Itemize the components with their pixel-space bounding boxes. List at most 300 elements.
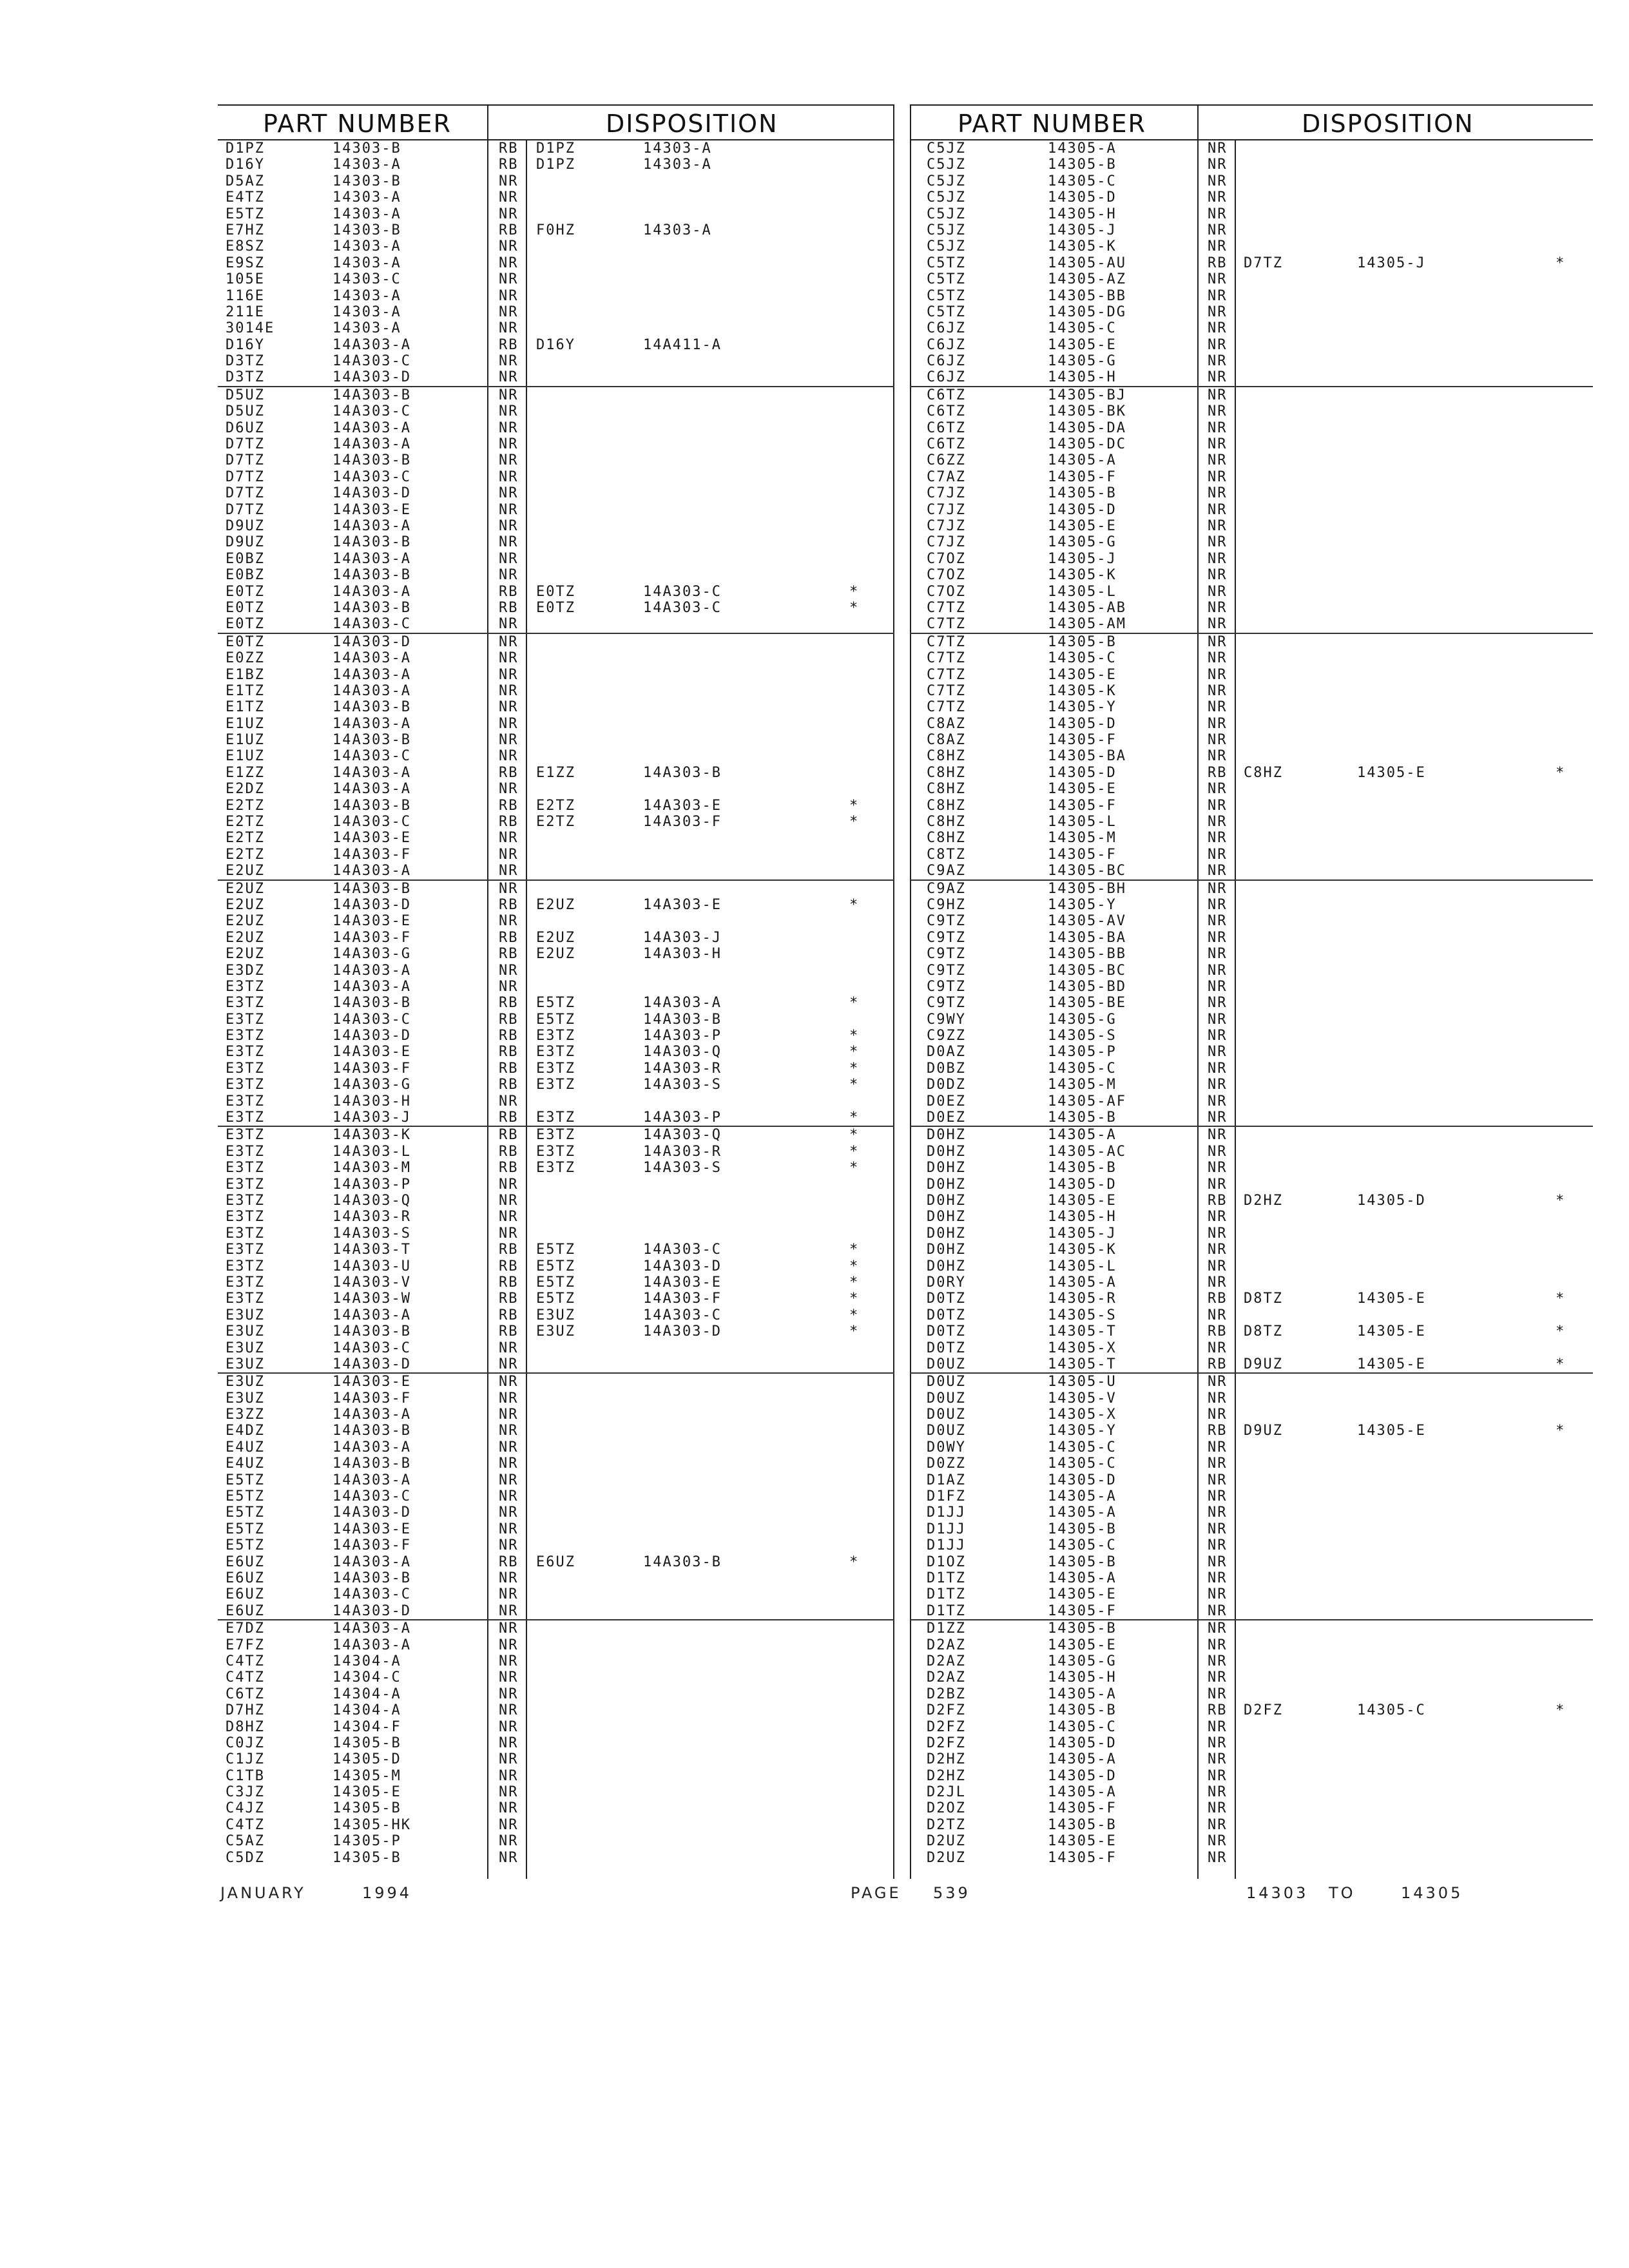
disposition-code: NR	[1208, 682, 1228, 699]
table-row	[910, 814, 1593, 830]
disposition-code: NR	[1208, 814, 1228, 831]
table-row	[910, 173, 1593, 189]
part-number-base: 14305-BC	[1048, 962, 1126, 979]
part-number-prefix: D0HZ	[927, 1258, 966, 1274]
part-number-base: 14A303-S	[333, 1225, 411, 1242]
table-row	[218, 1193, 894, 1209]
part-number-prefix: D2UZ	[927, 1849, 966, 1866]
replacement-number: 14A303-D	[643, 1258, 722, 1274]
part-number-base: 14A303-D	[333, 896, 411, 913]
disposition-code: NR	[1208, 666, 1228, 683]
part-number-prefix: D16Y	[226, 157, 265, 173]
part-number-prefix: C8HZ	[927, 748, 966, 765]
part-number-prefix: C4TZ	[226, 1816, 265, 1833]
disposition-code: NR	[1208, 1077, 1228, 1093]
asterisk-marker: *	[849, 1060, 860, 1077]
table-row	[218, 1209, 894, 1225]
part-number-prefix: E2UZ	[226, 896, 265, 913]
replacement-prefix: E3TZ	[536, 1110, 575, 1126]
replacement-prefix: E5TZ	[536, 1274, 575, 1291]
replacement-prefix: E3TZ	[536, 1060, 575, 1077]
table-row	[910, 1439, 1593, 1456]
table-row	[910, 963, 1593, 979]
disposition-code: NR	[499, 1340, 519, 1356]
replacement-prefix: C8HZ	[1244, 764, 1283, 781]
part-number-base: 14305-M	[1048, 1077, 1117, 1093]
asterisk-marker: *	[1556, 1323, 1566, 1340]
part-number-base: 14305-B	[333, 1800, 401, 1817]
part-number-base: 14305-C	[1048, 320, 1117, 337]
part-number-prefix: E7FZ	[226, 1637, 265, 1653]
asterisk-marker: *	[849, 1323, 860, 1340]
table-row	[910, 1160, 1593, 1176]
part-number-base: 14305-B	[1048, 157, 1117, 173]
part-number-prefix: C6JZ	[927, 369, 966, 386]
disposition-code: NR	[1208, 468, 1228, 485]
disposition-code: NR	[499, 419, 519, 436]
part-number-base: 14A303-Q	[333, 1193, 411, 1209]
part-number-base: 14305-X	[1048, 1407, 1117, 1423]
replacement-number: 14A303-A	[643, 995, 722, 1012]
table-row	[910, 1702, 1593, 1718]
table-row	[910, 1784, 1593, 1800]
part-number-prefix: E4UZ	[226, 1439, 265, 1456]
part-number-base: 14A303-F	[333, 929, 411, 946]
table-row	[910, 157, 1593, 173]
replacement-number: 14305-E	[1357, 1423, 1426, 1439]
table-row	[218, 1833, 894, 1849]
part-number-prefix: D3TZ	[226, 369, 265, 386]
part-number-prefix: D2FZ	[927, 1735, 966, 1751]
part-number-prefix: D0BZ	[927, 1060, 966, 1077]
part-number-prefix: E0ZZ	[226, 650, 265, 667]
replacement-prefix: F0HZ	[536, 222, 575, 238]
disposition-code: NR	[499, 238, 519, 255]
replacement-number: 14A303-C	[643, 1307, 722, 1323]
table-row	[910, 863, 1593, 879]
part-number-base: 14305-E	[1048, 1586, 1117, 1603]
table-row	[910, 485, 1593, 501]
part-number-prefix: D7TZ	[226, 436, 265, 453]
part-number-prefix: D2UZ	[927, 1833, 966, 1850]
table-row	[218, 600, 894, 616]
part-number-base: 14A303-E	[333, 1044, 411, 1061]
table-row	[910, 616, 1593, 632]
replacement-number: 14A303-F	[643, 1291, 722, 1307]
table-row	[910, 1833, 1593, 1849]
table-row	[218, 897, 894, 913]
disposition-code: NR	[499, 830, 519, 847]
table-row	[218, 140, 894, 157]
disposition-code: NR	[499, 715, 519, 732]
replacement-number: 14305-J	[1357, 255, 1426, 271]
table-row	[218, 1126, 894, 1143]
disposition-code: NR	[1208, 238, 1228, 255]
table-row	[218, 699, 894, 715]
part-number-base: 14305-E	[1048, 1833, 1117, 1850]
disposition-code: NR	[499, 501, 519, 518]
disposition-code: NR	[499, 1586, 519, 1603]
table-row	[218, 304, 894, 320]
table-row	[218, 683, 894, 699]
part-number-base: 14304-C	[333, 1669, 401, 1686]
disposition-code: NR	[1208, 962, 1228, 979]
part-number-prefix: D9UZ	[226, 517, 265, 534]
part-number-prefix: D0HZ	[927, 1143, 966, 1160]
table-row	[218, 502, 894, 518]
part-number-base: 14305-D	[1048, 1767, 1117, 1784]
part-number-base: 14304-F	[333, 1718, 401, 1735]
right-table	[910, 104, 1593, 1879]
part-number-prefix: D7TZ	[226, 485, 265, 502]
part-number-prefix: D1PZ	[226, 140, 265, 157]
disposition-code: NR	[1208, 403, 1228, 420]
table-row	[910, 189, 1593, 206]
disposition-code: NR	[499, 1439, 519, 1456]
table-row	[910, 1177, 1593, 1193]
part-number-prefix: E2TZ	[226, 797, 265, 814]
table-row	[910, 337, 1593, 353]
disposition-code: NR	[1208, 913, 1228, 930]
asterisk-marker: *	[849, 1143, 860, 1160]
replacement-prefix: E5TZ	[536, 1258, 575, 1274]
disposition-code: NR	[499, 1225, 519, 1242]
part-number-prefix: C5JZ	[927, 189, 966, 206]
replacement-prefix: E3UZ	[536, 1307, 575, 1323]
part-number-prefix: E2TZ	[226, 830, 265, 847]
replacement-number: 14A303-B	[643, 1553, 722, 1570]
part-number-base: 14305-K	[1048, 682, 1117, 699]
part-number-prefix: D7TZ	[226, 468, 265, 485]
part-number-prefix: D0HZ	[927, 1225, 966, 1242]
table-row	[910, 699, 1593, 715]
disposition-code: NR	[499, 880, 519, 897]
asterisk-marker: *	[849, 814, 860, 831]
part-number-prefix: C7JZ	[927, 517, 966, 534]
disposition-code: RB	[499, 896, 519, 913]
table-row	[218, 386, 894, 403]
part-number-base: 14305-B	[1048, 1702, 1117, 1719]
disposition-code: NR	[1208, 1488, 1228, 1505]
table-row	[910, 897, 1593, 913]
part-number-base: 14A303-A	[333, 666, 411, 683]
part-number-prefix: 211E	[226, 303, 265, 320]
part-number-prefix: E4TZ	[226, 189, 265, 206]
disposition-code: RB	[499, 946, 519, 963]
table-row	[910, 1126, 1593, 1143]
footer-page-number: 539	[933, 1884, 970, 1902]
part-number-prefix: D0HZ	[927, 1193, 966, 1209]
part-number-base: 14A303-A	[333, 517, 411, 534]
part-number-prefix: C5JZ	[927, 173, 966, 189]
disposition-code: NR	[499, 452, 519, 469]
part-number-prefix: C8TZ	[927, 846, 966, 863]
part-number-prefix: C9AZ	[927, 863, 966, 879]
disposition-code: NR	[1208, 781, 1228, 798]
disposition-code: NR	[499, 1669, 519, 1686]
table-row	[218, 1735, 894, 1751]
part-number-prefix: E3UZ	[226, 1323, 265, 1340]
asterisk-marker: *	[849, 995, 860, 1012]
table-row	[218, 1800, 894, 1816]
part-number-base: 14305-F	[1048, 797, 1117, 814]
table-row	[910, 1423, 1593, 1439]
part-number-prefix: C6TZ	[927, 387, 966, 403]
part-number-prefix: D2AZ	[927, 1637, 966, 1653]
table-row	[218, 320, 894, 336]
table-row	[910, 518, 1593, 534]
part-number-prefix: E3TZ	[226, 1193, 265, 1209]
part-number-prefix: E3TZ	[226, 1077, 265, 1093]
part-number-base: 14A303-C	[333, 1488, 411, 1505]
table-row	[910, 1144, 1593, 1160]
table-row	[218, 830, 894, 846]
disposition-code: NR	[1208, 1735, 1228, 1751]
table-row	[218, 1456, 894, 1472]
part-number-base: 14305-DG	[1048, 303, 1126, 320]
part-number-prefix: E0TZ	[226, 633, 265, 650]
part-number-base: 14305-BC	[1048, 863, 1126, 879]
asterisk-marker: *	[849, 896, 860, 913]
disposition-code: NR	[499, 1735, 519, 1751]
part-number-prefix: C5TZ	[927, 255, 966, 271]
part-number-base: 14A303-C	[333, 616, 411, 633]
table-row	[218, 1340, 894, 1356]
table-row	[910, 140, 1593, 157]
part-number-prefix: D1JJ	[927, 1521, 966, 1537]
replacement-number: 14305-E	[1357, 1291, 1426, 1307]
disposition-code: NR	[1208, 222, 1228, 238]
table-row	[910, 403, 1593, 419]
replacement-number: 14305-E	[1357, 1356, 1426, 1372]
part-number-base: 14A303-G	[333, 946, 411, 963]
part-number-prefix: C7AZ	[927, 468, 966, 485]
disposition-code: NR	[1208, 1242, 1228, 1258]
part-number-base: 14A303-B	[333, 1570, 411, 1586]
part-number-base: 14305-C	[1048, 1456, 1117, 1472]
part-number-prefix: D0UZ	[927, 1407, 966, 1423]
table-row	[910, 1586, 1593, 1602]
replacement-number: 14A303-C	[643, 583, 722, 600]
part-number-base: 14305-E	[1048, 1193, 1117, 1209]
disposition-code: NR	[499, 633, 519, 650]
part-number-base: 14305-L	[1048, 583, 1117, 600]
part-number-base: 14305-BA	[1048, 748, 1126, 765]
part-number-base: 14303-A	[333, 303, 401, 320]
right-rows	[910, 140, 1593, 1866]
disposition-code: NR	[499, 1488, 519, 1505]
part-number-base: 14305-S	[1048, 1028, 1117, 1044]
table-row	[218, 1521, 894, 1537]
disposition-code: RB	[1208, 1423, 1228, 1439]
disposition-code: NR	[499, 468, 519, 485]
part-number-prefix: E3TZ	[226, 1274, 265, 1291]
table-row	[218, 667, 894, 683]
part-number-prefix: E5TZ	[226, 1488, 265, 1505]
part-number-base: 14304-A	[333, 1653, 401, 1669]
disposition-code: NR	[499, 781, 519, 798]
disposition-code: NR	[499, 1407, 519, 1423]
table-row	[910, 1537, 1593, 1553]
part-number-base: 14303-A	[333, 157, 401, 173]
table-row	[910, 1735, 1593, 1751]
table-row	[218, 1488, 894, 1504]
part-number-base: 14A303-A	[333, 1637, 411, 1653]
left-part-number-header: PART NUMBER	[263, 110, 452, 138]
disposition-code: NR	[499, 863, 519, 879]
part-number-prefix: D0TZ	[927, 1307, 966, 1323]
replacement-number: 14A303-Q	[643, 1127, 722, 1144]
disposition-code: NR	[1208, 1751, 1228, 1768]
table-row	[218, 1177, 894, 1193]
part-number-prefix: D0UZ	[927, 1356, 966, 1372]
table-row	[218, 584, 894, 600]
replacement-prefix: E0TZ	[536, 583, 575, 600]
disposition-code: NR	[1208, 929, 1228, 946]
disposition-code: NR	[1208, 1307, 1228, 1323]
asterisk-marker: *	[849, 1258, 860, 1274]
table-row	[218, 189, 894, 206]
part-number-base: 14305-G	[1048, 353, 1117, 370]
part-number-prefix: E3UZ	[226, 1390, 265, 1407]
disposition-code: RB	[499, 1143, 519, 1160]
table-row	[218, 1323, 894, 1340]
part-number-base: 14305-B	[1048, 1160, 1117, 1177]
part-number-prefix: C7TZ	[927, 650, 966, 667]
replacement-number: 14305-E	[1357, 1323, 1426, 1340]
table-row	[910, 1653, 1593, 1669]
part-number-base: 14305-P	[333, 1833, 401, 1850]
part-number-prefix: E1UZ	[226, 748, 265, 765]
table-row	[910, 1407, 1593, 1423]
part-number-base: 14A303-F	[333, 1060, 411, 1077]
table-row	[910, 1061, 1593, 1077]
table-row	[910, 979, 1593, 995]
disposition-code: NR	[1208, 1521, 1228, 1537]
part-number-base: 14A303-D	[333, 633, 411, 650]
table-row	[218, 1686, 894, 1702]
table-row	[218, 403, 894, 419]
replacement-prefix: D2FZ	[1244, 1702, 1283, 1719]
part-number-prefix: E4DZ	[226, 1423, 265, 1439]
table-row	[218, 633, 894, 650]
disposition-code: RB	[499, 764, 519, 781]
asterisk-marker: *	[1556, 764, 1566, 781]
disposition-code: NR	[1208, 1374, 1228, 1390]
part-number-base: 14305-B	[1048, 1620, 1117, 1637]
part-number-prefix: D0EZ	[927, 1110, 966, 1126]
replacement-number: 14305-C	[1357, 1702, 1426, 1719]
part-number-base: 14A303-E	[333, 830, 411, 847]
table-row	[218, 732, 894, 748]
disposition-code: RB	[499, 1110, 519, 1126]
part-number-base: 14305-E	[1048, 1637, 1117, 1653]
part-number-prefix: C4TZ	[226, 1669, 265, 1686]
disposition-code: NR	[1208, 1472, 1228, 1488]
part-number-prefix: E3ZZ	[226, 1407, 265, 1423]
disposition-code: NR	[499, 1718, 519, 1735]
table-row	[910, 765, 1593, 781]
disposition-code: NR	[1208, 1258, 1228, 1274]
disposition-code: RB	[499, 1077, 519, 1093]
part-number-prefix: E7HZ	[226, 222, 265, 238]
disposition-code: RB	[499, 1160, 519, 1177]
part-number-prefix: D3TZ	[226, 353, 265, 370]
replacement-number: 14A303-P	[643, 1028, 722, 1044]
table-row	[218, 1423, 894, 1439]
asterisk-marker: *	[1556, 1356, 1566, 1372]
disposition-code: RB	[1208, 1356, 1228, 1372]
part-number-base: 14305-E	[1048, 666, 1117, 683]
table-row	[910, 222, 1593, 238]
table-row	[910, 1521, 1593, 1537]
part-number-prefix: 3014E	[226, 320, 275, 337]
asterisk-marker: *	[849, 1110, 860, 1126]
part-number-prefix: C6JZ	[927, 353, 966, 370]
part-number-prefix: D0EZ	[927, 1093, 966, 1110]
part-number-base: 14305-BK	[1048, 403, 1126, 420]
replacement-number: 14A303-B	[643, 1011, 722, 1028]
disposition-code: RB	[499, 1028, 519, 1044]
part-number-prefix: D5AZ	[226, 173, 265, 189]
part-number-base: 14305-BD	[1048, 978, 1126, 995]
table-row	[218, 271, 894, 287]
table-row	[910, 1390, 1593, 1407]
part-number-prefix: E3TZ	[226, 1242, 265, 1258]
table-row	[218, 1077, 894, 1093]
table-row	[910, 879, 1593, 897]
part-number-prefix: E3TZ	[226, 1225, 265, 1242]
disposition-code: NR	[499, 436, 519, 453]
part-number-base: 14A303-B	[333, 797, 411, 814]
part-number-prefix: C9AZ	[927, 880, 966, 897]
table-row	[910, 1619, 1593, 1637]
replacement-number: 14A411-A	[643, 336, 722, 353]
replacement-prefix: E3TZ	[536, 1077, 575, 1093]
part-number-prefix: C7JZ	[927, 534, 966, 551]
part-number-prefix: C7JZ	[927, 501, 966, 518]
table-row	[218, 1291, 894, 1307]
disposition-code: NR	[1208, 1143, 1228, 1160]
part-number-base: 14A303-A	[333, 436, 411, 453]
part-number-base: 14305-M	[333, 1767, 401, 1784]
disposition-code: RB	[499, 1307, 519, 1323]
disposition-code: NR	[499, 1816, 519, 1833]
part-number-base: 14305-A	[1048, 1784, 1117, 1801]
part-number-prefix: D9UZ	[226, 534, 265, 551]
part-number-prefix: D1AZ	[927, 1472, 966, 1488]
part-number-base: 14305-H	[1048, 1209, 1117, 1225]
disposition-code: NR	[1208, 633, 1228, 650]
disposition-code: NR	[1208, 846, 1228, 863]
disposition-code: NR	[1208, 1767, 1228, 1784]
disposition-code: NR	[499, 1767, 519, 1784]
part-number-prefix: C5AZ	[226, 1833, 265, 1850]
part-number-base: 14A303-A	[333, 781, 411, 798]
part-number-base: 14A303-A	[333, 1620, 411, 1637]
replacement-number: 14A303-F	[643, 814, 722, 831]
part-number-base: 14305-HK	[333, 1816, 411, 1833]
disposition-code: NR	[1208, 616, 1228, 633]
part-number-base: 14305-C	[1048, 1537, 1117, 1554]
part-number-prefix: E3DZ	[226, 962, 265, 979]
table-row	[910, 667, 1593, 683]
table-row	[218, 1407, 894, 1423]
table-row	[910, 995, 1593, 1011]
disposition-code: NR	[499, 387, 519, 403]
part-number-prefix: E3TZ	[226, 1011, 265, 1028]
table-row	[218, 1637, 894, 1653]
